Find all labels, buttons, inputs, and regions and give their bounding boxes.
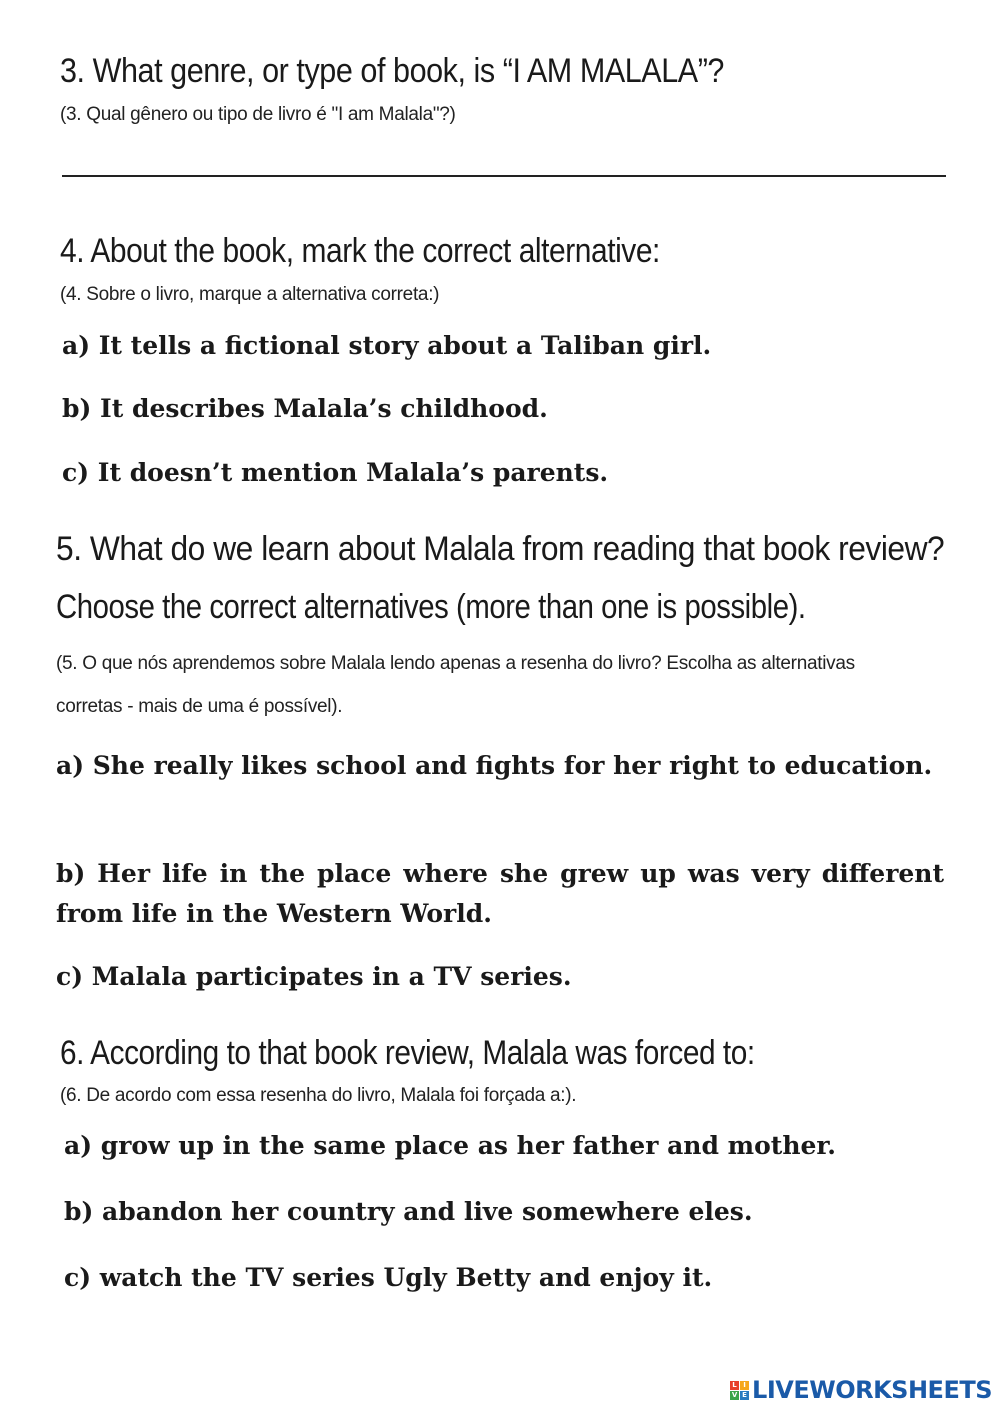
q3-subtitle: (3. Qual gênero ou tipo de livro é "I am Malala"?) xyxy=(60,104,456,125)
logo-tile: E xyxy=(740,1391,749,1400)
q4-option-b[interactable]: b) It describes Malala’s childhood. xyxy=(62,394,548,423)
logo-tile: I xyxy=(740,1381,749,1390)
q5-title-line2: Choose the correct alternatives (more than one is possible). xyxy=(56,588,806,626)
q4-title: 4. About the book, mark the correct alternative: xyxy=(60,232,660,270)
liveworksheets-brand xyxy=(730,1376,992,1404)
q3-answer-line[interactable] xyxy=(62,175,946,177)
q6-title: 6. According to that book review, Malala was forced to: xyxy=(60,1034,755,1072)
q4-option-a[interactable]: a) It tells a fictional story about a Taliban girl. xyxy=(62,331,712,360)
liveworksheets-logo-icon xyxy=(730,1381,749,1400)
logo-tile: V xyxy=(731,1390,738,1399)
q6-option-a[interactable]: a) grow up in the same place as her father and mother. xyxy=(64,1131,836,1160)
logo-tile: L xyxy=(730,1381,739,1390)
q5-option-a[interactable]: a) She really likes school and fights for her right to education. xyxy=(56,751,933,780)
q3-title: 3. What genre, or type of book, is “I AM MALALA”? xyxy=(60,52,724,90)
q6-option-b[interactable]: b) abandon her country and live somewhere eles. xyxy=(64,1197,753,1226)
q6-option-c[interactable]: c) watch the TV series Ugly Betty and enjoy it. xyxy=(64,1263,713,1292)
brand-name: LIVEWORKSHEETS xyxy=(752,1376,992,1404)
q4-subtitle: (4. Sobre o livro, marque a alternativa correta:) xyxy=(60,284,440,305)
q5-option-c[interactable]: c) Malala participates in a TV series. xyxy=(56,962,572,991)
q5-subtitle-line2: corretas - mais de uma é possível). xyxy=(56,696,343,717)
q4-option-c[interactable]: c) It doesn’t mention Malala’s parents. xyxy=(62,458,609,487)
q5-title-line1: 5. What do we learn about Malala from reading that book review? xyxy=(56,530,945,568)
q6-subtitle: (6. De acordo com essa resenha do livro, Malala foi forçada a:). xyxy=(60,1085,577,1106)
q5-subtitle-line1: (5. O que nós aprendemos sobre Malala lendo apenas a resenha do livro? Escolha as alternativas xyxy=(56,653,855,674)
q5-option-b[interactable]: b) Her life in the place where she grew up was very different from life in the Western World. xyxy=(56,859,944,928)
